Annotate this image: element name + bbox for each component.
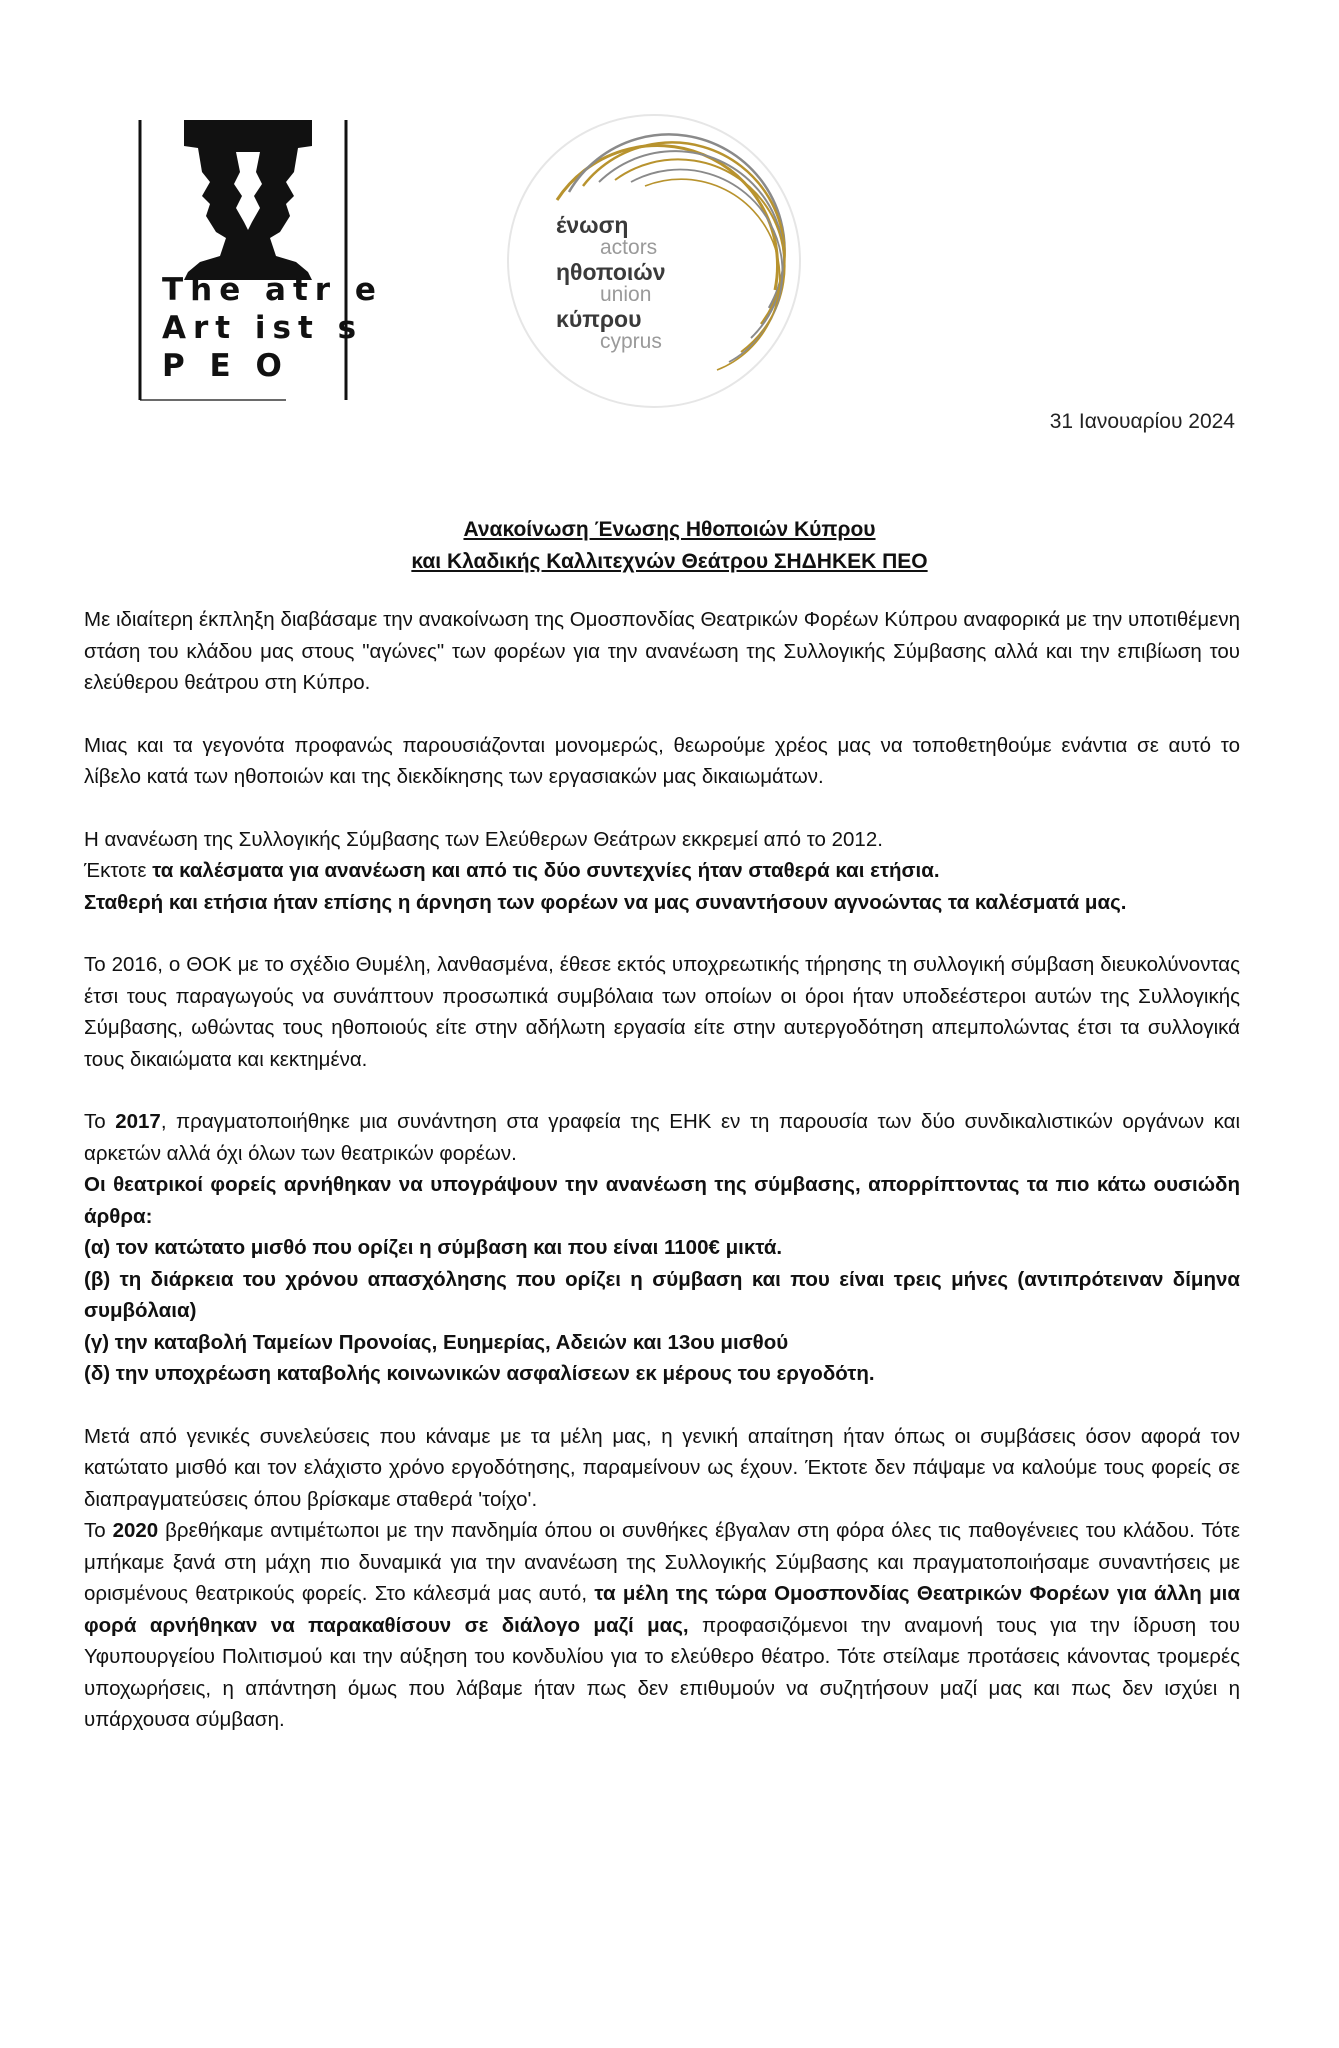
list-item-a: (α) τον κατώτατο μισθό που ορίζει η σύμβαση και που είναι 1100€ μικτά.	[84, 1236, 783, 1259]
paragraph-1: Με ιδιαίτερη έκπληξη διαβάσαμε την ανακοίνωση της Ομοσπονδίας Θεατρικών Φορέων Κύπρου αναφορικά με την υποτιθέμενη στάση του κλάδου μας στους "αγώνες" των φορέων για την ανανέωση της Συλλογικής Σύμβασης αλλά και την επιβίωση του ελεύθερου θεάτρου στη Κύπρο.	[84, 608, 1240, 694]
paragraph-3-line-1: Η ανανέωση της Συλλογικής Σύμβασης των Ελεύθερων Θεάτρων εκκρεμεί από το 2012.	[84, 827, 883, 851]
paragraph-3-bold: τα καλέσματα για ανανέωση και από τις δύο συντεχνίες ήταν σταθερά και ετήσια.	[152, 859, 940, 882]
announcement-title	[0, 514, 1339, 578]
list-item-b: (β) τη διάρκεια του χρόνου απασχόλησης που ορίζει η σύμβαση και που είναι τρεις μήνες (αντιπρότειναν δίμηνα συμβόλαια)	[84, 1267, 1240, 1322]
union-english-line-2: union	[600, 283, 652, 306]
union-english-line-3: cyprus	[600, 330, 662, 353]
title-line-2: και Κλαδικής Καλλιτεχνών Θεάτρου ΣΗΔΗΚΕΚ ΠΕΟ	[411, 550, 928, 573]
paragraph-7-year: 2020	[112, 1519, 159, 1542]
actors-union-cyprus-logo	[505, 112, 803, 410]
list-item-d: (δ) την υποχρέωση καταβολής κοινωνικών ασφαλίσεων εκ μέρους του εργοδότη.	[84, 1362, 875, 1385]
union-english-line-1: actors	[600, 236, 658, 259]
peo-logo-line-3: P E O	[162, 348, 289, 384]
paragraph-4: Το 2016, ο ΘΟΚ με το σχέδιο Θυμέλη, λανθασμένα, έθεσε εκτός υποχρεωτικής τήρησης τη συλλογική σύμβαση διευκολύνοντας έτσι τους παραγωγούς να συνάπτουν προσωπικά συμβόλαια των οποίων οι όροι ήταν υποδεέστεροι αυτών της Συλλογικής Σύμβασης, ωθώντας τους ηθοποιούς είτε στην αδήλωτη εργασία είτε στην αυτεργοδότηση απεμπολώντας έτσι τα συλλογικά τους δικαιώματα και κεκτημένα.	[84, 953, 1240, 1071]
paragraph-5-pre: Το	[84, 1110, 116, 1133]
paragraph-5-bold: Οι θεατρικοί φορείς αρνήθηκαν να υπογράψουν την ανανέωση της σύμβασης, απορρίπτοντας τα πιο κάτω ουσιώδη άρθρα:	[84, 1173, 1240, 1228]
paragraph-3-line-3: Σταθερή και ετήσια ήταν επίσης η άρνηση των φορέων να μας συναντήσουν αγνοώντας τα καλέσματά μας.	[84, 890, 1127, 914]
announcement-body	[84, 604, 1240, 1767]
paragraph-7	[84, 1515, 1240, 1736]
union-greek-line-2: ηθοποιών	[556, 259, 666, 285]
paragraph-6: Μετά από γενικές συνελεύσεις που κάναμε με τα μέλη μας, η γενική απαίτηση ήταν όπως οι συμβάσεις όσον αφορά τον κατώτατο μισθό και τον ελάχιστο χρόνο εργοδότησης, παραμείνουν ως έχουν. Έκτοτε δεν πάψαμε να καλούμε τους φορείς σε διαπραγματεύσεις όπου βρίσκαμε σταθερά 'τοίχο'.	[84, 1424, 1240, 1511]
paragraph-2: Μιας και τα γεγονότα προφανώς παρουσιάζονται μονομερώς, θεωρούμε χρέος μας να τοποθετηθούμε ενάντια σε αυτό το λίβελο κατά των ηθοποιών και της διεκδίκησης των εργασιακών μας δικαιωμάτων.	[84, 733, 1240, 788]
paragraph-5	[84, 1106, 1240, 1169]
paragraph-3-plain: Έκτοτε	[84, 859, 153, 882]
peo-logo-line-1: The atr e	[162, 272, 383, 308]
paragraph-7-bold: τα μέλη της τώρα Ομοσπονδίας Θεατρικών Φορέων για άλλη μια φορά αρνήθηκαν να παρακαθίσουν σε διάλογο μαζί μας,	[84, 1582, 1240, 1637]
peo-logo-line-2: Art ist s	[162, 310, 364, 346]
paragraph-7-post: προφασιζόμενοι την αναμονή τους για την ίδρυση του Υφυπουργείου Πολιτισμού και την αύξηση του κονδυλίου για το ελεύθερο θέατρο. Τότε στείλαμε προτάσεις κάνοντας τρομερές υποχωρήσεις, η απάντηση όμως που λάβαμε ήταν πως δεν επιθυμούν να συζητήσουν μαζί μας και πως δεν ισχύει η υπάρχουσα σύμβαση.	[84, 1613, 1240, 1731]
document-date: 31 Ιανουαρίου 2024	[1049, 410, 1235, 433]
union-greek-line-3: κύπρου	[556, 306, 642, 332]
union-greek-line-1: ένωση	[556, 212, 629, 238]
theatre-artists-peo-logo	[136, 112, 383, 402]
paragraph-5-year: 2017	[115, 1110, 161, 1133]
title-line-1: Ανακοίνωση Ένωσης Ηθοποιών Κύπρου	[463, 518, 876, 541]
paragraph-3-line-2	[84, 855, 1240, 887]
paragraph-7-pre: Το	[84, 1519, 113, 1542]
paragraph-7-mid: βρεθήκαμε αντιμέτωποι με την πανδημία όπου οι συνθήκες έβγαλαν στη φόρα όλες τις παθογένειες του κλάδου. Τότε μπήκαμε ξανά στη μάχη πιο δυναμικά για την ανανέωση της Συλλογικής Σύμβασης και πραγματοποιήσαμε συναντήσεις με ορισμένους θεατρικούς φορείς. Στο κάλεσμά μας αυτό,	[84, 1519, 1240, 1605]
list-item-c: (γ) την καταβολή Ταμείων Προνοίας, Ευημερίας, Αδειών και 13ου μισθού	[84, 1330, 789, 1354]
paragraph-5-post: , πραγματοποιήθηκε μια συνάντηση στα γραφεία της ΕΗΚ εν τη παρουσία των δύο συνδικαλιστικών οργάνων και αρκετών αλλά όχι όλων των θεατρικών φορέων.	[84, 1110, 1241, 1165]
